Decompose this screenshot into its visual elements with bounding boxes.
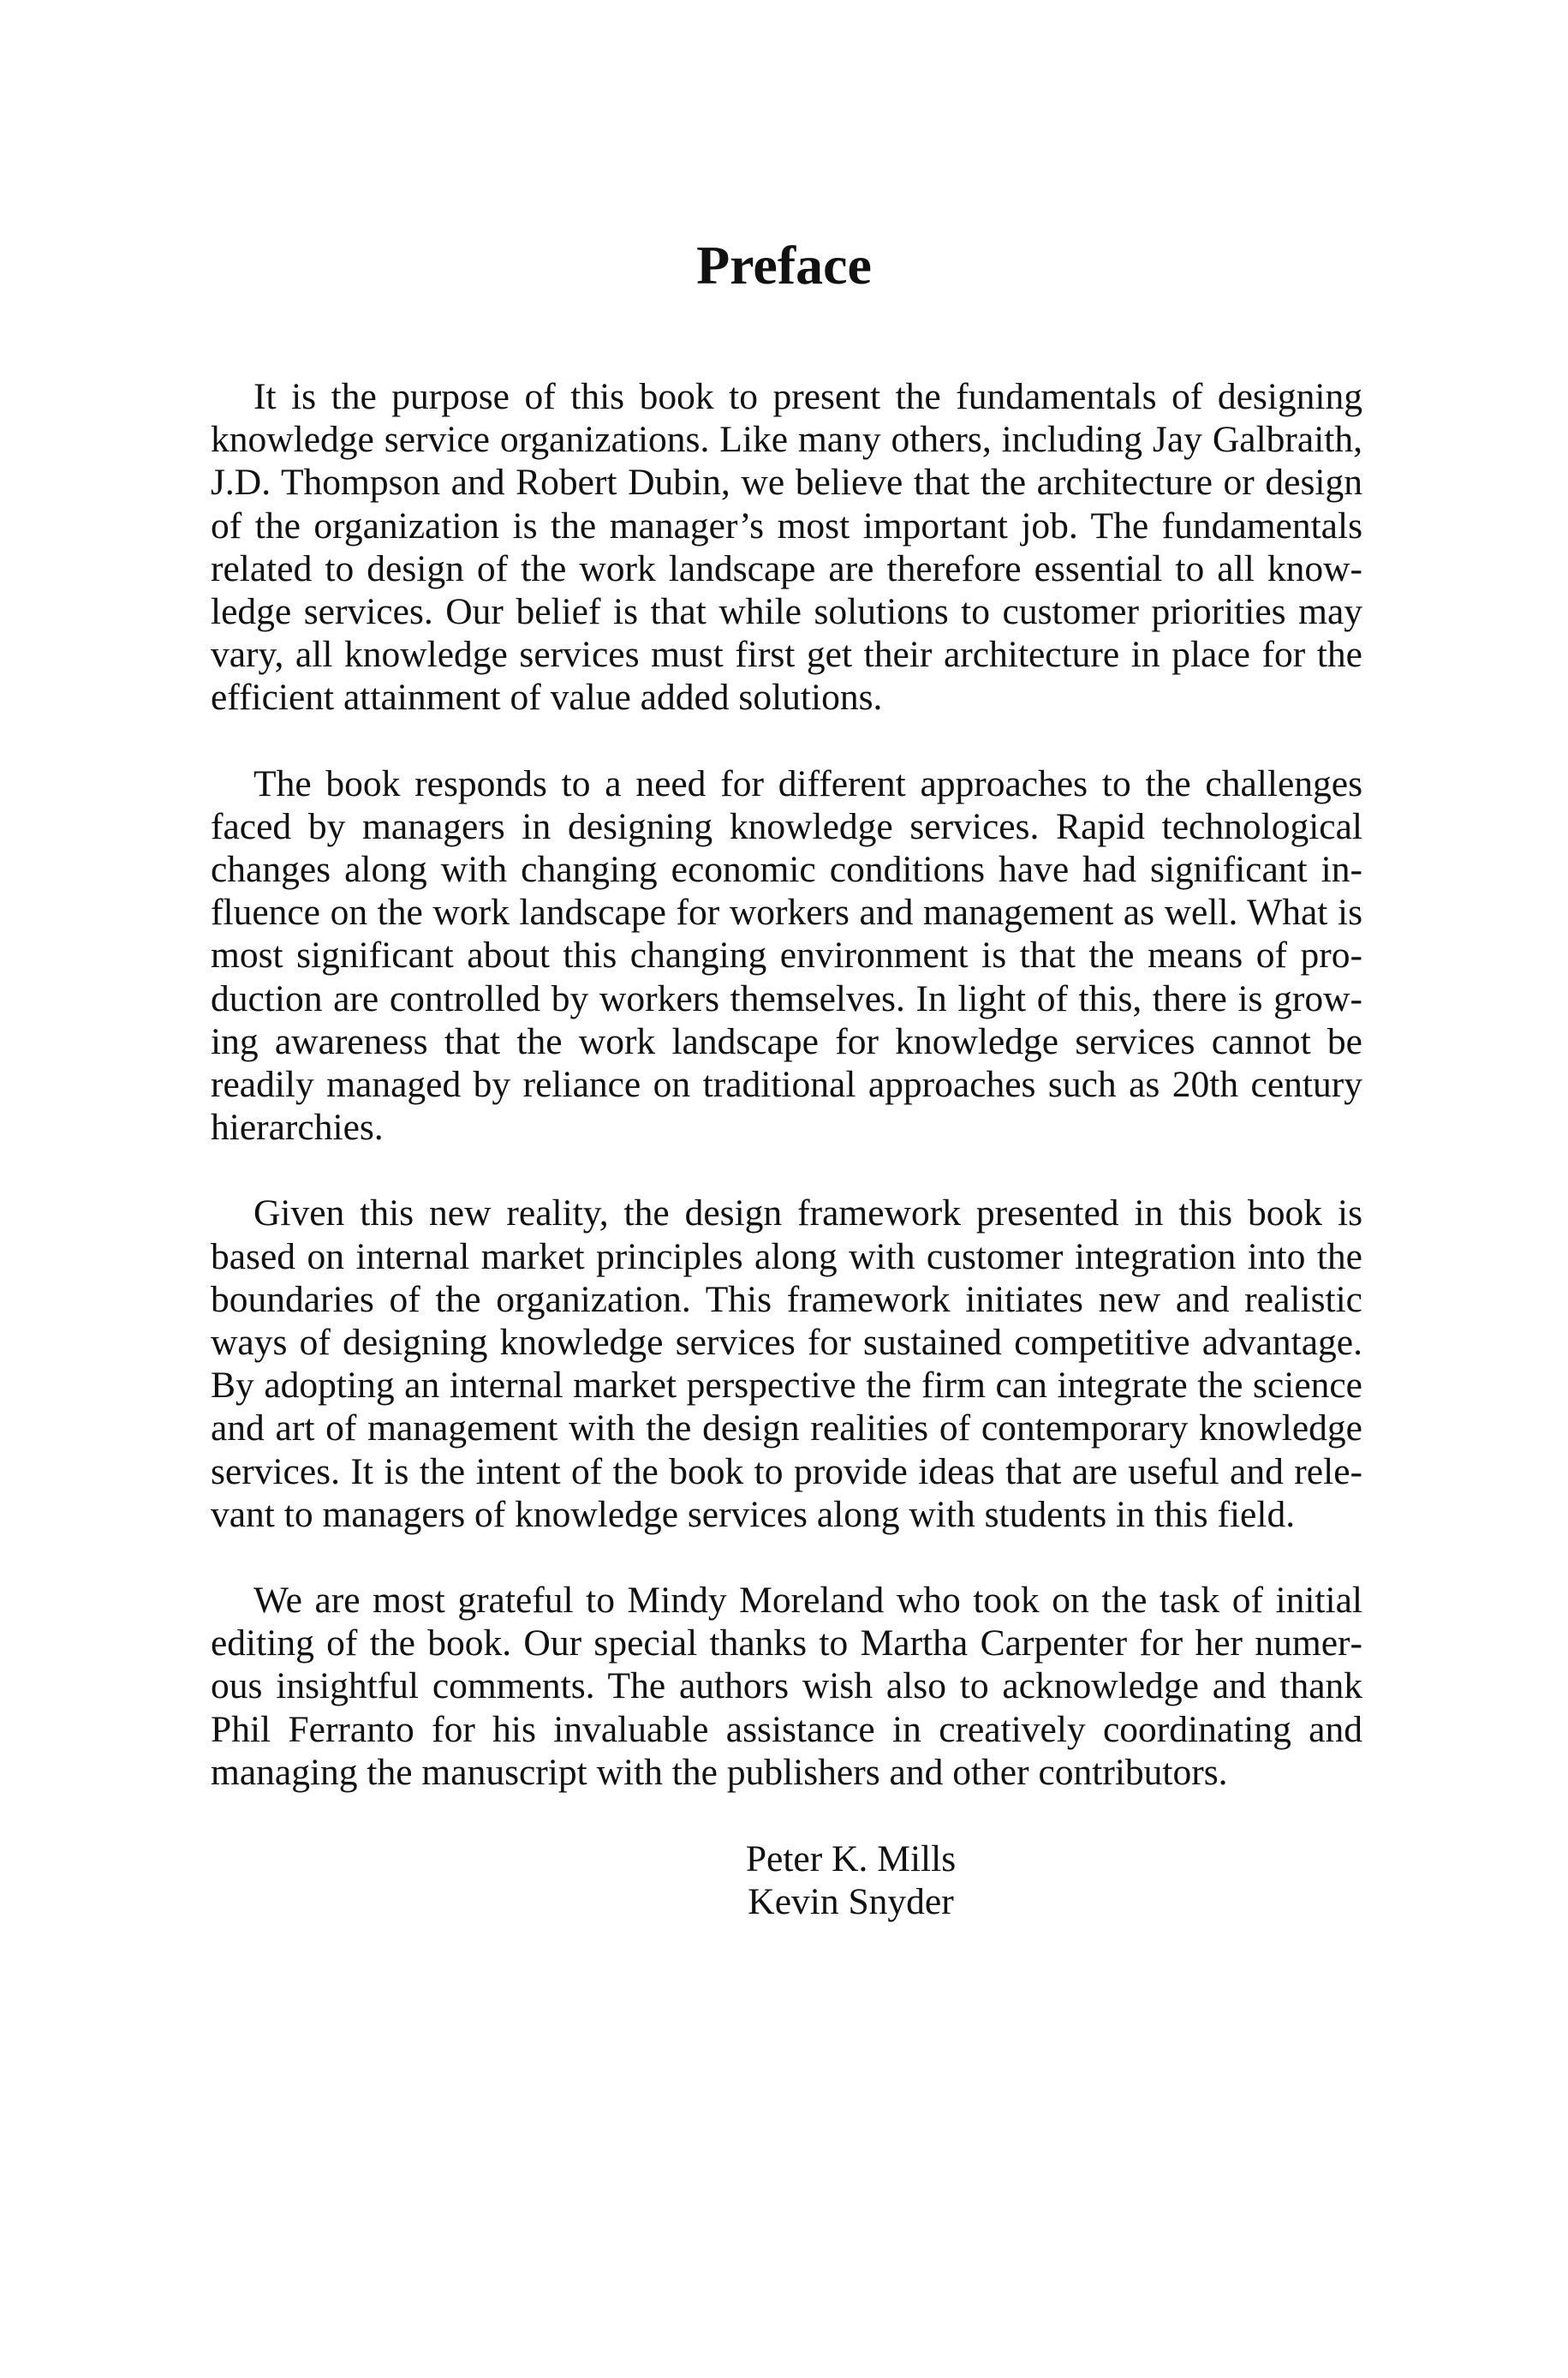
preface-body (211, 375, 1362, 1837)
paragraph-1: It is the purpose of this book to present the fundamentals of designing knowledge service organizations. Like many others, including Jay Galbraith, J.D. Thompson and Robert Dubin, we believe that the architecture or design of the organization is the manager’s most important job. The fundamentals related to design of the work landscape are therefore essential to all knowledge services. Our belief is that while solutions to customer priorities may vary, all knowledge services must first get their architecture in place for the efficient attainment of value added solutions. (211, 376, 1362, 719)
paragraph-2: The book responds to a need for different approaches to the challenges faced by managers in designing knowledge services. Rapid technological changes along with changing economic conditions have had significant influence on the work landscape for workers and management as well. What is most significant about this changing environment is that the means of production are controlled by workers themselves. In light of this, there is growing awareness that the work landscape for knowledge services cannot be readily managed by reliance on traditional approaches such as 20th century hierarchies. (211, 762, 1362, 1149)
author-name-1: Peter K. Mills (745, 1838, 957, 1879)
page-title: Preface (696, 235, 872, 296)
paragraph-3: Given this new reality, the design framework presented in this book is based on internal market principles along with customer integration into the boundaries of the organization. This framework initiates new and realistic ways of designing knowledge services for sustained competitive advantage. By adopting an internal market perspective the firm can integrate the science and art of management with the design realities of contemporary knowledge services. It is the intent of the book to provide ideas that are useful and relevant to managers of knowledge services along with students in this field. (211, 1192, 1362, 1535)
author-name-2: Kevin Snyder (748, 1881, 954, 1922)
author-signature (0, 1837, 1568, 1923)
paragraph-4: We are most grateful to Mindy Moreland who took on the task of initial editing of the book. Our special thanks to Martha Carpenter for her numerous insightful comments. The authors wish also to acknowledge and thank Phil Ferranto for his invaluable assistance in creatively coordinating and managing the manuscript with the publishers and other contributors. (211, 1580, 1362, 1793)
